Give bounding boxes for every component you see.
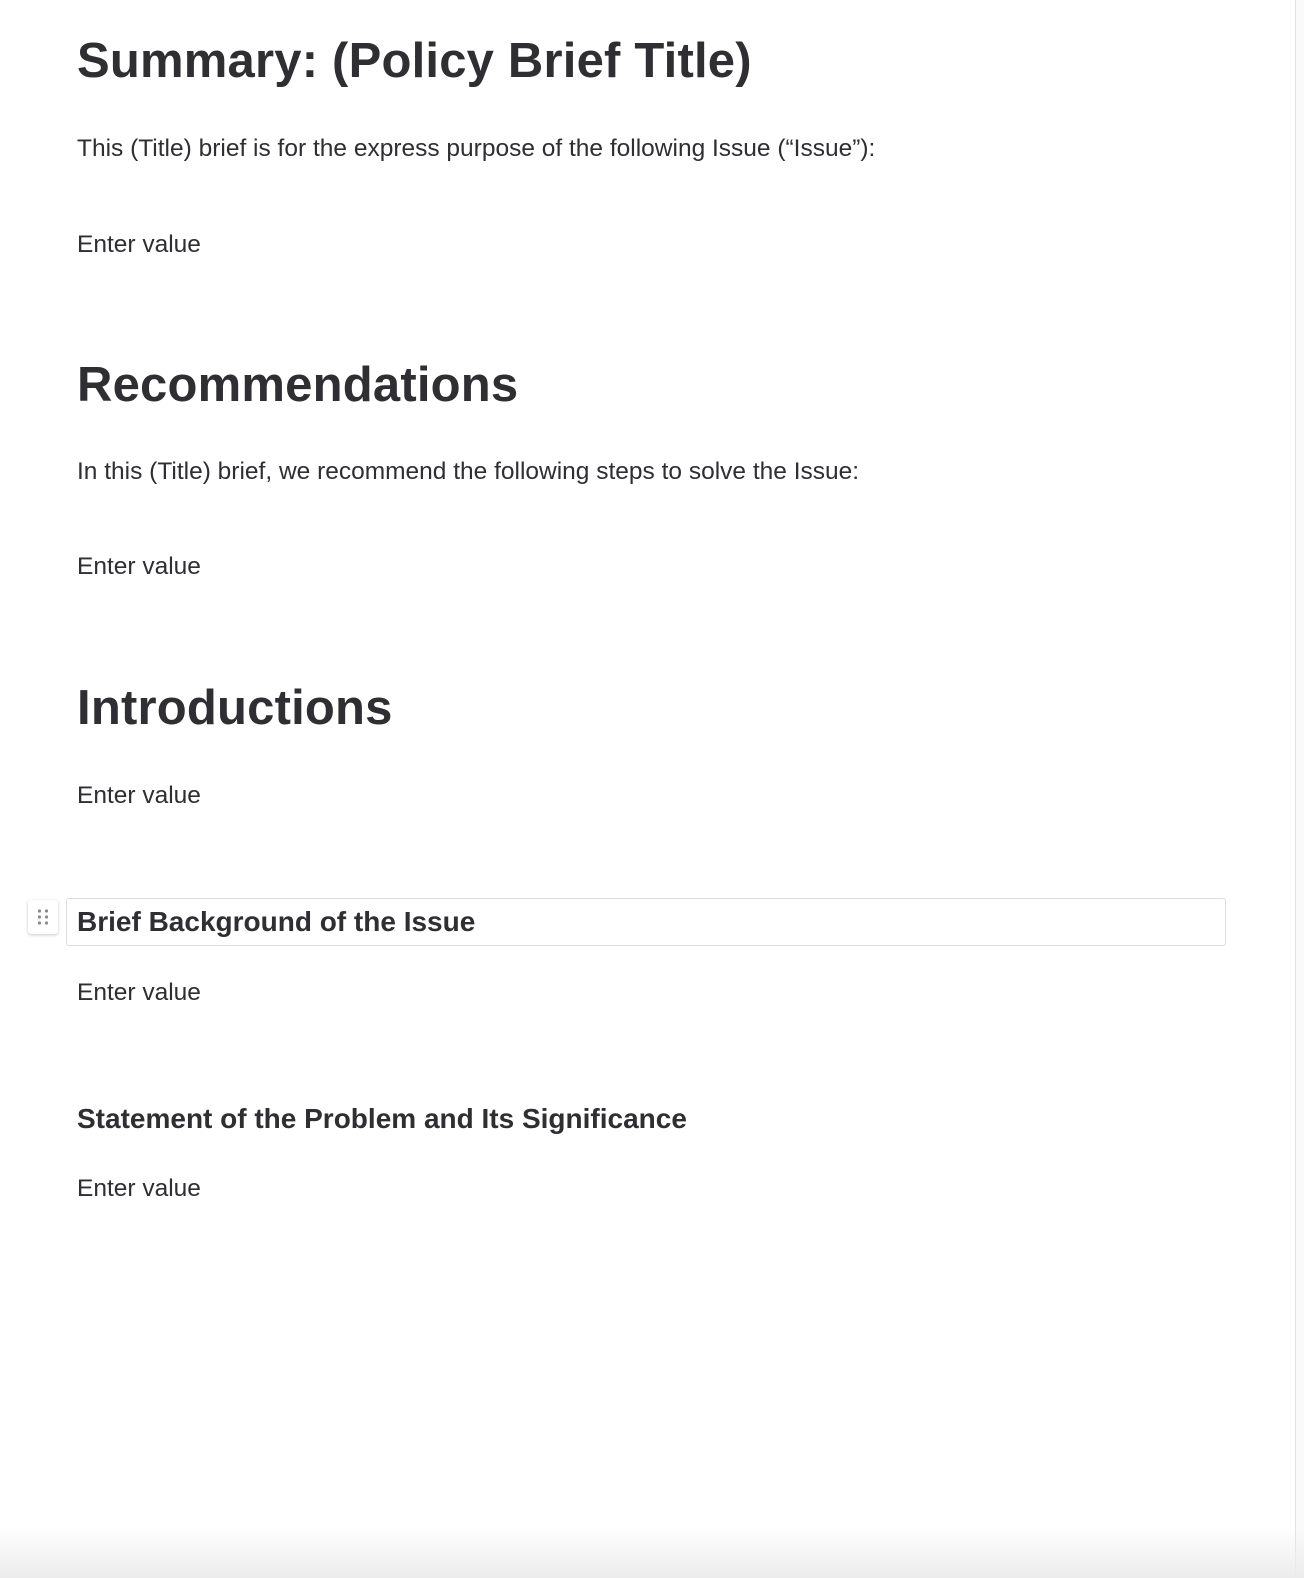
recommendations-heading[interactable]: Recommendations xyxy=(77,358,519,412)
summary-value-field[interactable]: Enter value xyxy=(77,231,201,258)
summary-intro-text[interactable]: This (Title) brief is for the express purpose of the following Issue (“Issue”): xyxy=(77,135,876,162)
background-heading[interactable]: Brief Background of the Issue xyxy=(77,906,476,937)
summary-title[interactable]: Summary: (Policy Brief Title) xyxy=(77,34,752,88)
problem-value-field[interactable]: Enter value xyxy=(77,1175,201,1202)
introductions-value-field[interactable]: Enter value xyxy=(77,782,201,809)
scrollbar-track[interactable] xyxy=(1295,0,1304,1578)
bottom-shadow xyxy=(0,1528,1304,1578)
drag-handle-button[interactable] xyxy=(28,900,58,934)
recommendations-value-field[interactable]: Enter value xyxy=(77,553,201,580)
recommendations-intro-text[interactable]: In this (Title) brief, we recommend the following steps to solve the Issue: xyxy=(77,458,860,485)
background-value-field[interactable]: Enter value xyxy=(77,979,201,1006)
drag-handle-icon xyxy=(36,908,50,926)
problem-heading[interactable]: Statement of the Problem and Its Significance xyxy=(77,1103,687,1134)
introductions-heading[interactable]: Introductions xyxy=(77,681,393,735)
